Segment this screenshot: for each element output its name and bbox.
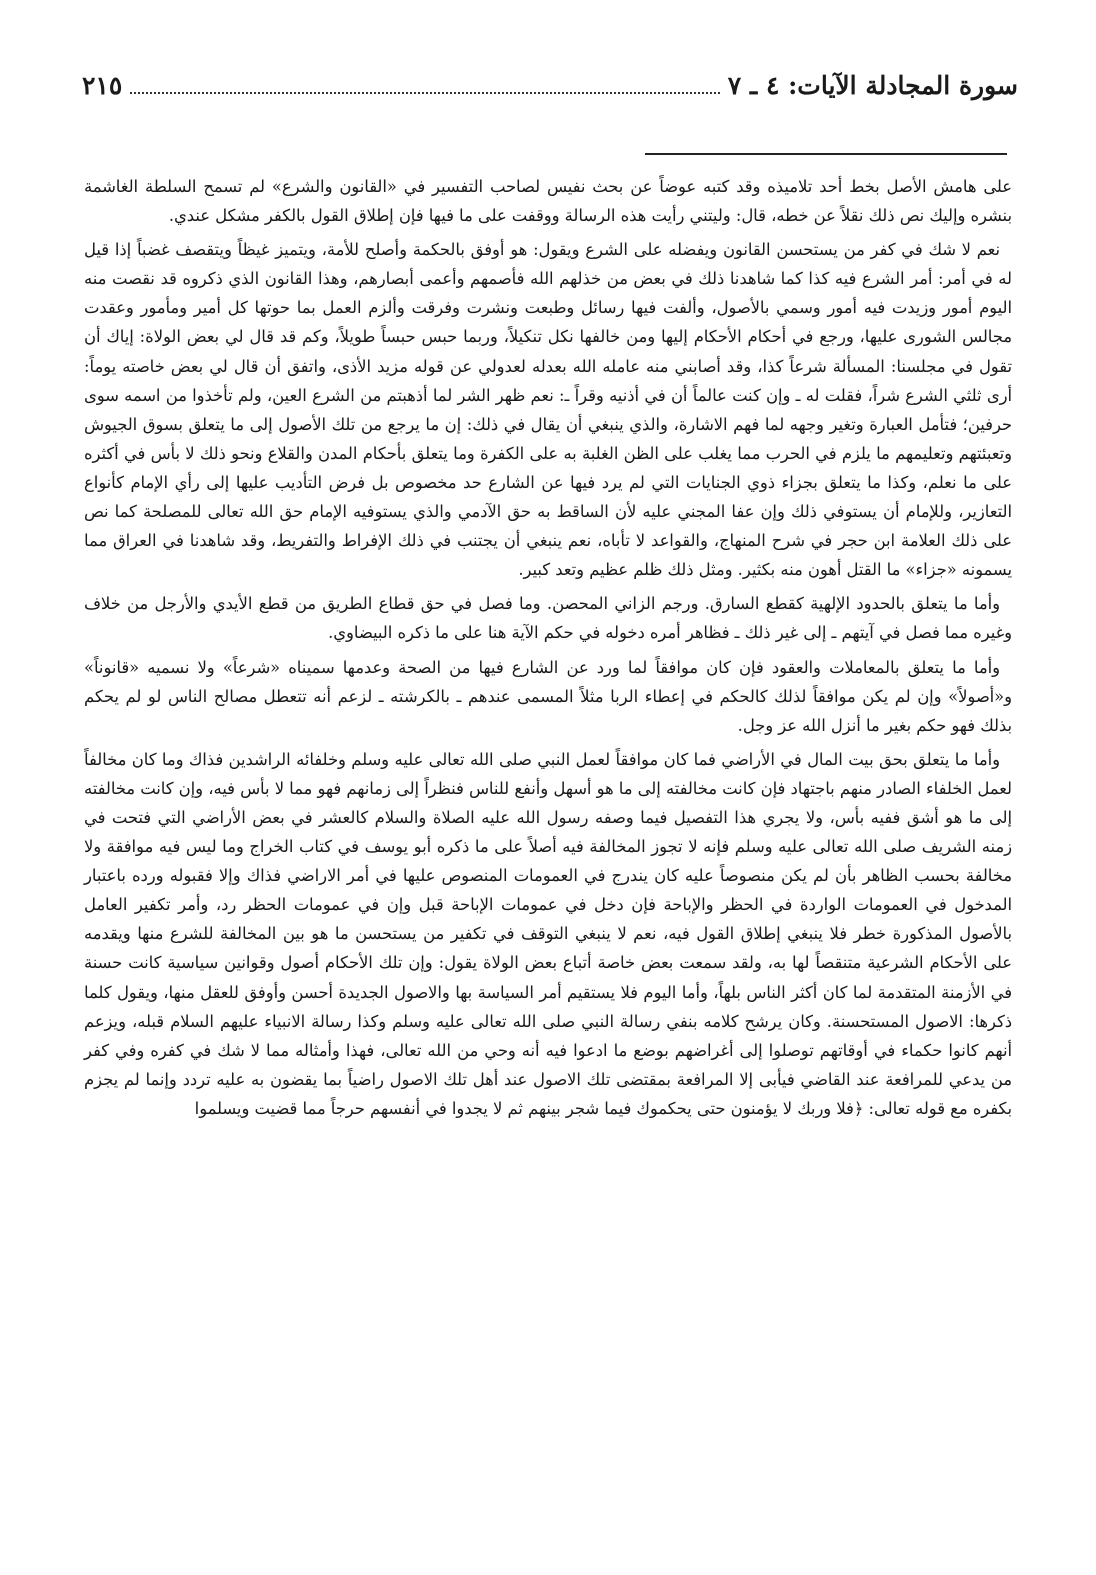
running-title: سورة المجادلة الآيات: ٤ ـ ٧ <box>727 71 1018 100</box>
paragraph: نعم لا شك في كفر من يستحسن القانون ويفضله على الشرع ويقول: هو أوفق بالحكمة وأصلح للأمة، ويتميز غيظاً ويتقصف غضباً إذا قيل له في أمر: أمر الشرع فيه كذا كما شاهدنا ذلك في بعض من خذلهم الله فأصمهم وأعمى أبصارهم، وهذا القانون الذي ذكروه قد نقصت منه اليوم أمور وزيدت فيه أمور وسمي بالأصول، وألفت فيها رسائل وطبعت ونشرت وفرقت وألزم العمل بما حوتها كل أمير ومأمور وعقدت مجالس الشورى عليها، ورجع في أحكام الأحكام إليها ومن خالفها نكل تنكيلاً، وربما حبس حبساً طويلاً، وكم قد قال لي بعض الولاة: إياك أن تقول في مجلسنا: المسألة شرعاً كذا، وقد أصابني منه عامله الله بعدله لعدولي عن قوله مزيد الأذى، واتفق أن قال لي بعض خاصته يوماً: أرى ثلثي الشرع شراً، فقلت له ـ وإن كنت عالماً أن في أذنيه وقراً ـ: نعم ظهر الشر لما أذهبتم من الشرع العين، ولم تأخذوا من اسمه سوى حرفين؛ فتأمل العبارة وتغير وجهه لما فهم الاشارة، والذي ينبغي أن يقال في ذلك: إن ما يرجع من تلك الأصول إلى ما يتعلق بسوق الجيوش وتعبئتهم وتعليمهم ما يلزم في الحرب مما يغلب على الظن الغلبة به على الكفرة وما يتعلق بأحكام المدن والقلاع ونحو ذلك لا بأس في أكثره على ما نعلم، وكذا ما يتعلق بجزاء ذوي الجنايات التي لم يرد فيها عن الشارع حد مخصوص بل فرض التأديب عليها إلى رأي الإمام كأنواع التعازير، وللإمام أن يستوفي ذلك وإن عفا المجني عليه لأن الساقط به حق الآدمي والذي يستوفيه الإمام حق الله تعالى للمصلحة كما نص على ذلك العلامة ابن حجر في شرح المنهاج، والقواعد لا تأباه، نعم ينبغي أن يجتنب في ذلك الإفراط والتفريط، وقد شاهدنا في العراق مما يسمونه «جزاء» ما القتل أهون منه بكثير. ومثل ذلك ظلم عظيم وتعد كبير. <box>84 240 1012 580</box>
footnote-separator <box>645 153 1007 155</box>
paragraph: وأما ما يتعلق بالمعاملات والعقود فإن كان موافقاً لما ورد عن الشارع فيها من الصحة وعدمها سميناه «شرعاً» ولا نسميه «قانوناً» و«أصولاً» وإن لم يكن موافقاً لذلك كالحكم في إعطاء الربا مثلاً المسمى عندهم ـ بالكرشته ـ لزعم أنه تتعطل مصالح الناس لو لم يحكم بذلك فهو حكم بغير ما أنزل الله عز وجل. <box>84 657 1012 735</box>
header-leader-dots <box>130 68 719 94</box>
page-number: ٢١٥ <box>82 71 123 100</box>
paragraph: على هامش الأصل بخط أحد تلاميذه وقد كتبه عوضاً عن بحث نفيس لصاحب التفسير في «القانون والشرع» لم تسمح السلطة الغاشمة بنشره وإليك نص ذلك نقلاً عن خطه، قال: وليتني رأيت هذه الرسالة ووقفت على ما فيها فإن إطلاق القول بالكفر مشكل عندي. <box>84 177 1012 226</box>
paragraph: وأما ما يتعلق بالحدود الإلهية كقطع السارق. ورجم الزاني المحصن. وما فصل في حق قطاع الطريق من قطع الأيدي والأرجل من خلاف وغيره مما فصل في آيتهم ـ إلى غير ذلك ـ فظاهر أمره دخوله في حكم الآية هنا على ما ذكره البيضاوي. <box>84 594 1012 643</box>
page-header <box>82 68 1018 112</box>
paragraph: وأما ما يتعلق بحق بيت المال في الأراضي فما كان موافقاً لعمل النبي صلى الله تعالى عليه وسلم وخلفائه الراشدين فذاك وما كان مخالفاً لعمل الخلفاء الصادر منهم باجتهاد فإن كانت مخالفته إلى ما هو أسهل وأنفع للناس فنظراً إلى زمانهم فهو مما لا بأس فيه، وإن كانت مخالفته إلى ما هو أشق ففيه بأس، ولا يجري هذا التفصيل فيما وصفه رسول الله عليه الصلاة والسلام كالعشر في بعض الأراضي التي فتحت في زمنه الشريف صلى الله تعالى عليه وسلم فإنه لا تجوز المخالفة فيه أصلاً على ما ذكره أبو يوسف في كتاب الخراج وما ليس فيه موافقة ولا مخالفة بحسب الظاهر بأن لم يكن منصوصاً عليه كان يندرج في العمومات المنصوص عليها في أمر الاراضي فذاك وإلا فقبوله ورده باعتبار المدخول في العمومات الواردة في الحظر والإباحة فإن دخل في عمومات الإباحة قبل وإن في عمومات الحظر رد، وأمر تكفير العامل بالأصول المذكورة خطر فلا ينبغي إطلاق القول فيه، نعم لا ينبغي التوقف في تكفير من يستحسن ما هو بين المخالفة للشرع منها ويقدمه على الأحكام الشرعية متنقصاً لها به، ولقد سمعت بعض خاصة أتباع بعض الولاة يقول: وإن تلك الأحكام أصول وقوانين سياسية كانت حسنة في الأزمنة المتقدمة لما كان أكثر الناس بلهاً، وأما اليوم فلا يستقيم أمر السياسة بها والاصول الجديدة أحسن وأوفق للعقل منها، ويقول كلما ذكرها: الاصول المستحسنة. وكان يرشح كلامه بنفي رسالة النبي صلى الله تعالى عليه وسلم وكذا رسالة الانبياء عليهم السلام قبله، ويزعم أنهم كانوا حكماء في أوقاتهم توصلوا إلى أغراضهم بوضع ما ادعوا فيه أنه وحي من الله تعالى، فهذا وأمثاله مما لا شك في كفره وفي كفر من يدعي للمرافعة عند القاضي فيأبى إلا المرافعة بمقتضى تلك الاصول عند أهل تلك الاصول راضياً بما يقضون به عليه تردد وإنما لم يجزم بكفره مع قوله تعالى: ﴿فلا وربك لا يؤمنون حتى يحكموك فيما شجر بينهم ثم لا يجدوا في أنفسهم حرجاً مما قضيت ويسلموا <box>84 749 1012 1118</box>
footnote-text-block <box>84 172 1012 1551</box>
